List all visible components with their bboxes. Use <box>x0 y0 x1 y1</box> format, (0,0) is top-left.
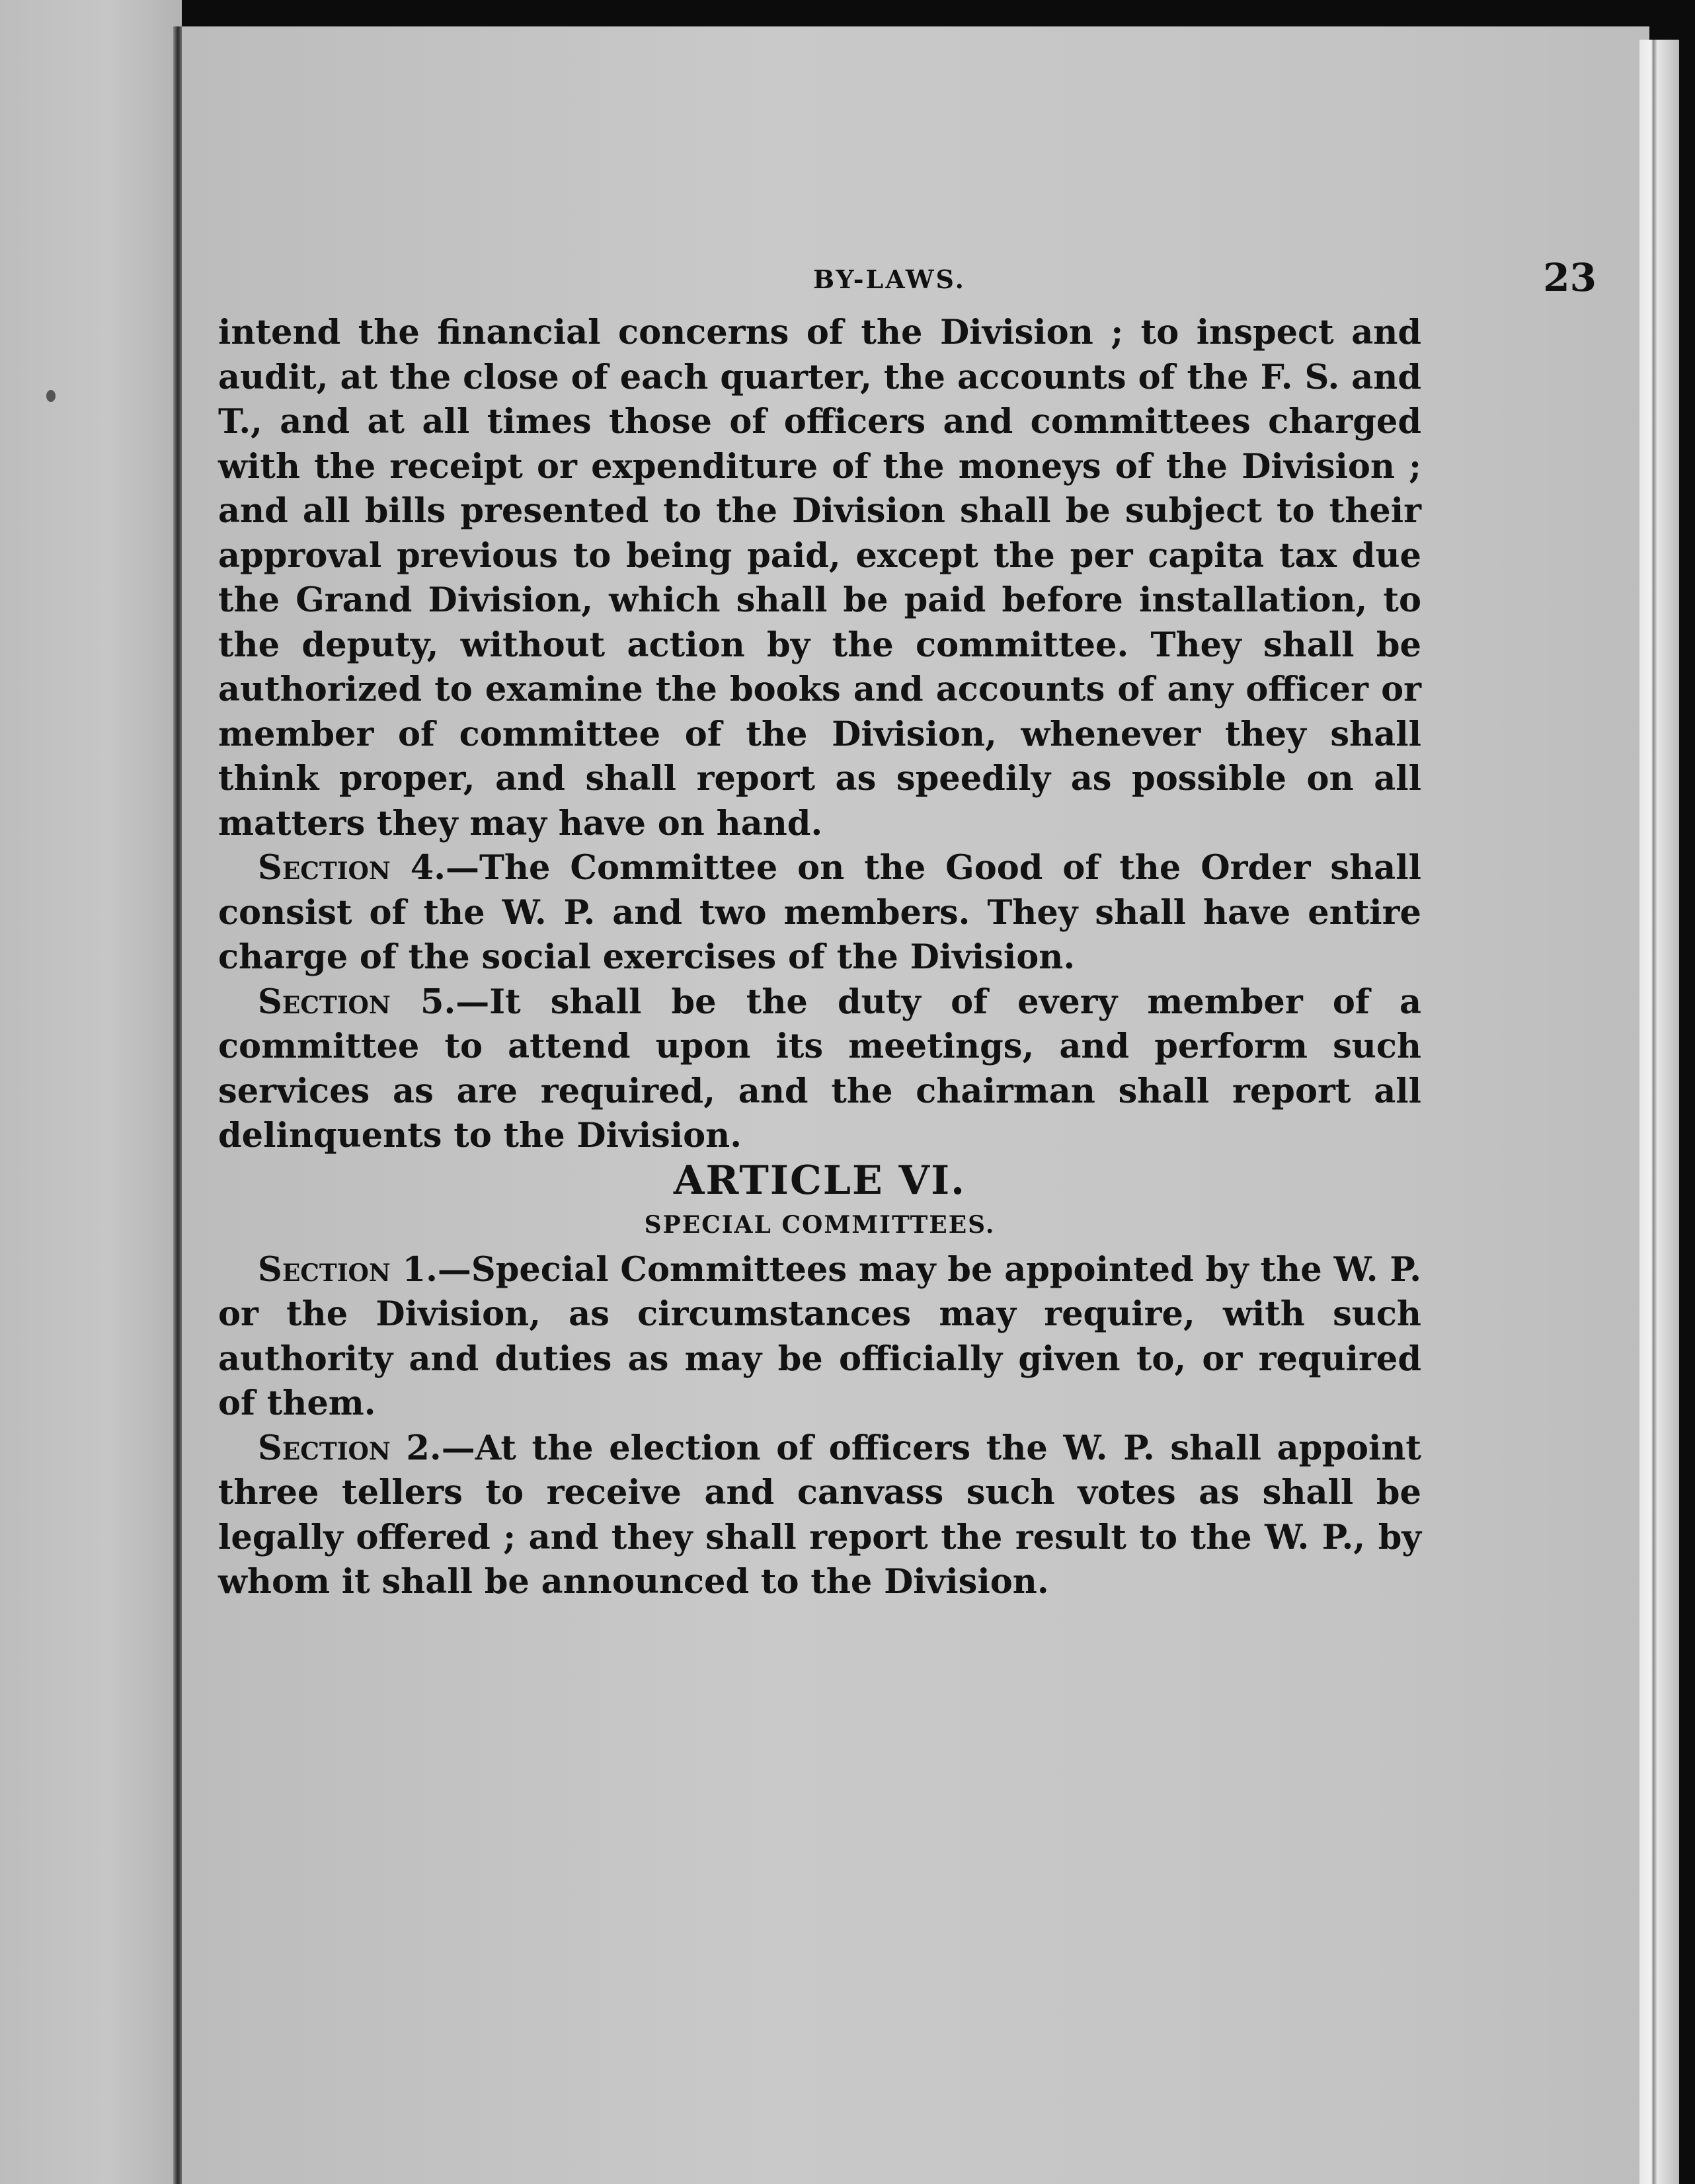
page-number: 23 <box>1543 255 1596 300</box>
left-page-margin <box>0 0 182 2184</box>
section-label: Section 1. <box>258 1249 438 1290</box>
specks <box>46 390 56 402</box>
section-text: —It shall be the duty of every member of a committee to attend upon its meetings, and perform such services as are required, and the chairman shall report all delinquents to the Division. <box>218 982 1421 1155</box>
section-label: Section 5. <box>258 982 456 1022</box>
section-4 <box>218 846 1421 980</box>
article-section-1 <box>218 1248 1421 1426</box>
body-text <box>218 311 1421 1605</box>
article-subtitle: SPECIAL COMMITTEES. <box>644 1211 996 1239</box>
book-gutter <box>173 26 182 2184</box>
page-header <box>182 255 1649 317</box>
section-label: Section 2. <box>258 1428 442 1468</box>
article-title: ARTICLE VI. <box>673 1157 966 1204</box>
section-text: —Special Committees may be appointed by the W. P. or the Division, as circumstances may require, with such authority and duties as may be officially given to, or required of them. <box>218 1249 1421 1423</box>
paragraph-continuation: intend the financial concerns of the Division ; to inspect and audit, at the close of each quarter, the accounts of the F. S. and T., and at all times those of officers and committees charged with the receipt or expenditure of the moneys of the Division ; and all bills presented to the Division shall be subject to their approval previous to being paid, except the per capita tax due the Grand Division, which shall be paid before installation, to the deputy, without action by the committee. They shall be authorized to examine the books and accounts of any officer or member of committee of the Division, whenever they shall think proper, and shall report as speedily as possible on all matters they may have on hand. <box>218 313 1421 843</box>
article-section-2 <box>218 1426 1421 1605</box>
running-head: BY-LAWS. <box>813 264 966 294</box>
page-edges <box>1639 40 1679 2184</box>
section-5 <box>218 980 1421 1159</box>
section-label: Section 4. <box>258 848 446 888</box>
section-text: —The Committee on the Good of the Order shall consist of the W. P. and two members. They shall have entire charge of the social exercises of the Division. <box>218 848 1421 977</box>
section-text: —At the election of officers the W. P. shall appoint three tellers to receive and canvass such votes as shall be legally offered ; and they shall report the result to the W. P., by whom it shall be announced to the Division. <box>218 1428 1421 1602</box>
